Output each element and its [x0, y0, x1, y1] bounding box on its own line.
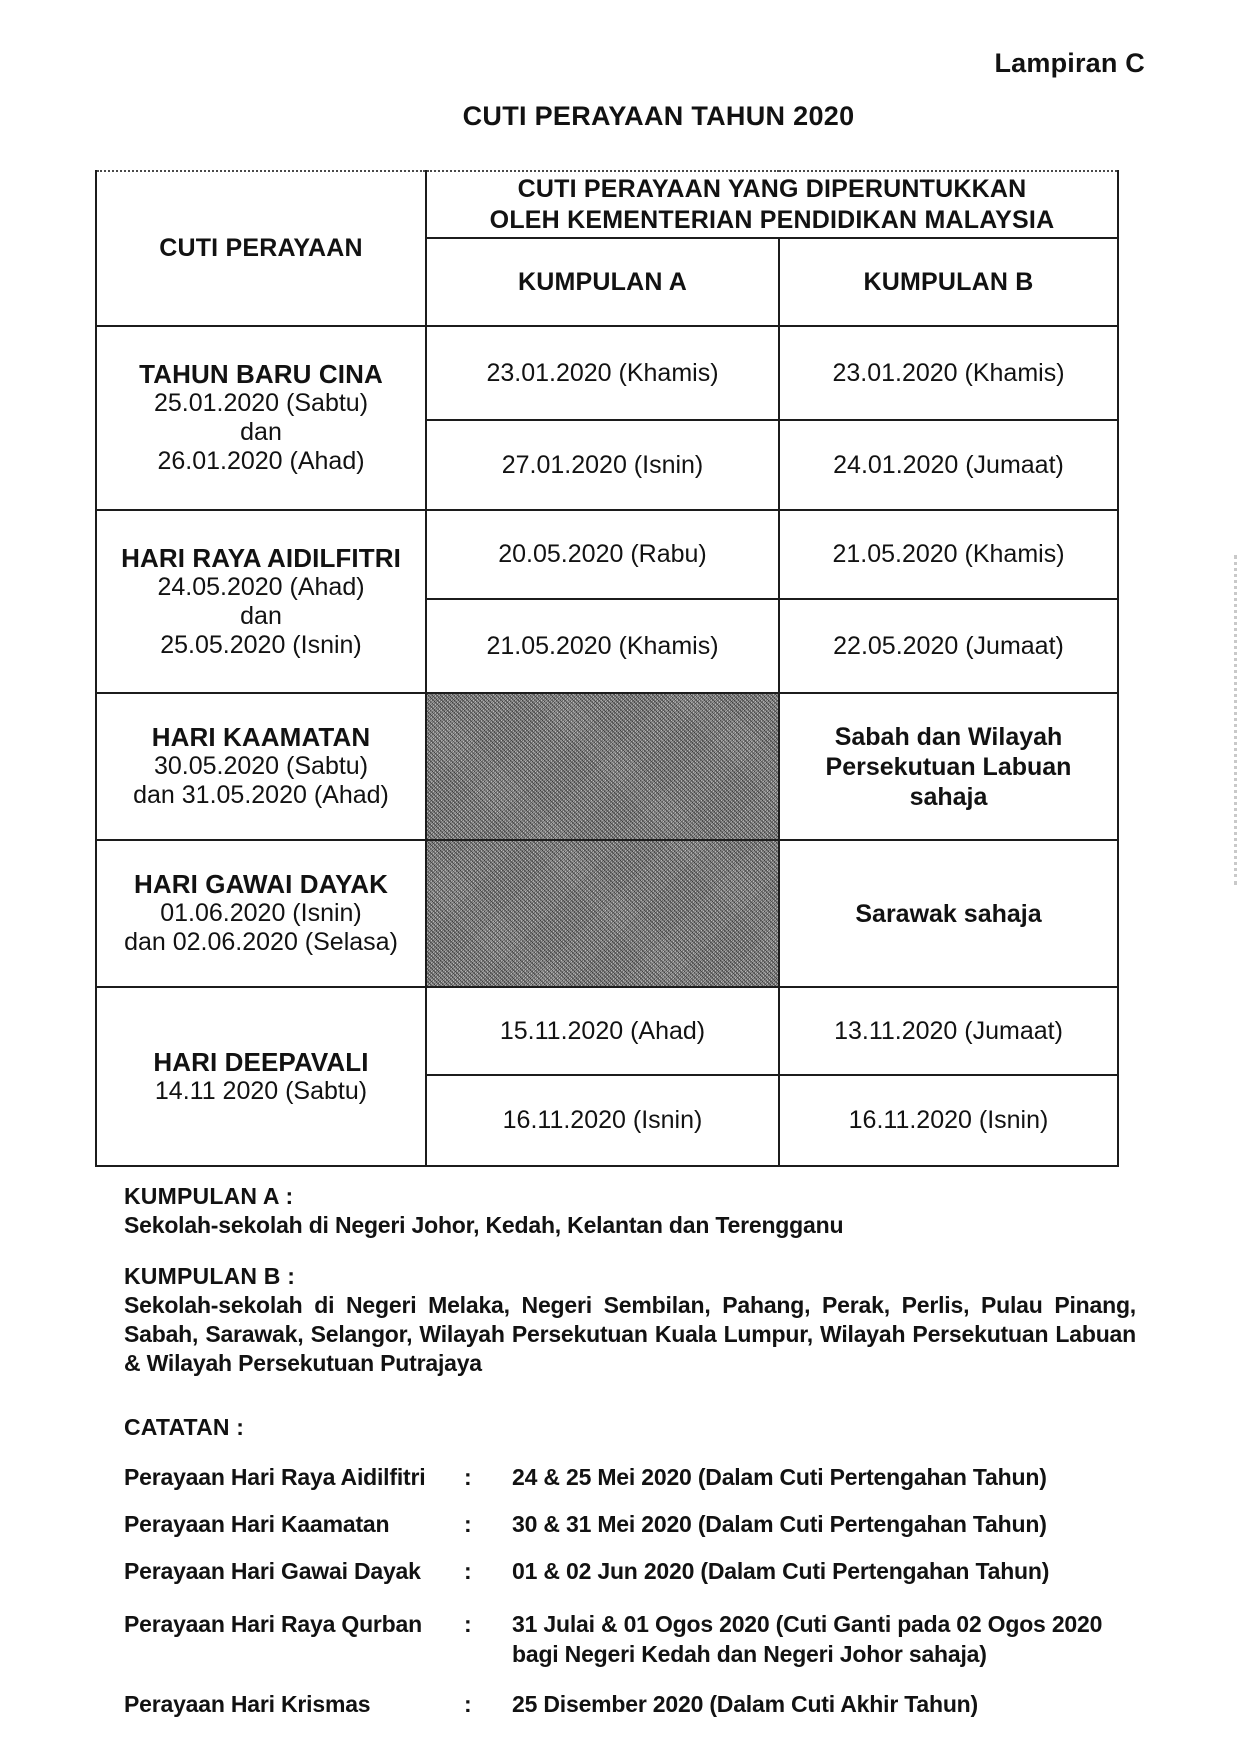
catatan-colon: :	[464, 1464, 472, 1490]
corner-label: Lampiran C	[994, 48, 1145, 78]
cell-deepavali-a1: 15.11.2020 (Ahad)	[426, 987, 779, 1075]
shaded-cell-gawai	[426, 840, 779, 987]
kumpulan-b-heading: KUMPULAN B :	[124, 1263, 296, 1289]
holiday-date: 01.06.2020 (Isnin)	[160, 899, 362, 927]
region-note-line: Sabah dan Wilayah	[834, 722, 1063, 751]
cell-tbc-a2: 27.01.2020 (Isnin)	[426, 420, 779, 510]
cell-deepavali-a2: 16.11.2020 (Isnin)	[426, 1075, 779, 1166]
shaded-cell-kaamatan	[426, 693, 779, 840]
holiday-name: HARI KAAMATAN	[151, 722, 371, 752]
kumpulan-a-heading: KUMPULAN A :	[124, 1183, 294, 1209]
catatan-item	[124, 1609, 1136, 1669]
catatan-label: Perayaan Hari Raya Aidilfitri	[124, 1464, 426, 1490]
catatan-colon: :	[464, 1558, 472, 1584]
catatan-label: Perayaan Hari Gawai Dayak	[124, 1558, 421, 1584]
header-provision	[426, 171, 1118, 238]
cell-gawai-b: Sarawak sahaja	[779, 840, 1118, 987]
holiday-date: 25.01.2020 (Sabtu)	[153, 389, 369, 417]
table-header-row-1	[96, 171, 1118, 238]
cell-hra-a1: 20.05.2020 (Rabu)	[426, 510, 779, 599]
catatan-colon: :	[464, 1611, 472, 1637]
cell-tbc-b1: 23.01.2020 (Khamis)	[779, 326, 1118, 420]
catatan-item	[124, 1556, 1136, 1586]
kumpulan-b-section	[124, 1261, 1136, 1378]
catatan-value: 31 Julai & 01 Ogos 2020 (Cuti Ganti pada 02 Ogos 2020 bagi Negeri Kedah dan Negeri Johor sahaja)	[512, 1611, 1103, 1667]
cell-deepavali-b1: 13.11.2020 (Jumaat)	[779, 987, 1118, 1075]
catatan-list	[124, 1462, 1136, 1719]
catatan-label: Perayaan Hari Krismas	[124, 1691, 371, 1717]
holiday-hari-raya-aidilfitri	[96, 510, 426, 693]
kumpulan-a-body: Sekolah-sekolah di Negeri Johor, Kedah, Kelantan dan Terengganu	[124, 1212, 844, 1238]
page-title: CUTI PERAYAAN TAHUN 2020	[462, 101, 855, 131]
kumpulan-a-section	[124, 1181, 1136, 1240]
holiday-date: 25.05.2020 (Isnin)	[160, 630, 362, 659]
cell-tbc-a1: 23.01.2020 (Khamis)	[426, 326, 779, 420]
catatan-value: 30 & 31 Mei 2020 (Dalam Cuti Pertengahan Tahun)	[512, 1511, 1047, 1537]
cell-hra-a2: 21.05.2020 (Khamis)	[426, 599, 779, 693]
holiday-name: HARI GAWAI DAYAK	[134, 869, 388, 899]
holiday-tahun-baru-cina	[96, 326, 426, 510]
cell-hra-b1: 21.05.2020 (Khamis)	[779, 510, 1118, 599]
header-kumpulan-a: KUMPULAN A	[426, 238, 779, 326]
holiday-date: 30.05.2020 (Sabtu)	[153, 752, 369, 780]
holiday-date: dan 02.06.2020 (Selasa)	[124, 928, 398, 956]
holiday-hari-kaamatan	[96, 693, 426, 840]
cell-tbc-b2: 24.01.2020 (Jumaat)	[779, 420, 1118, 510]
cell-deepavali-b2: 16.11.2020 (Isnin)	[779, 1075, 1118, 1166]
holiday-hari-gawai-dayak	[96, 840, 426, 987]
scan-artifact-line	[1234, 555, 1237, 885]
holiday-date: 26.01.2020 (Ahad)	[157, 447, 365, 475]
catatan-item	[124, 1689, 1136, 1719]
region-note-line: sahaja	[909, 782, 988, 811]
header-provision-line2: OLEH KEMENTERIAN PENDIDIKAN MALAYSIA	[489, 205, 1055, 234]
cell-kaamatan-b	[779, 693, 1118, 840]
catatan-item	[124, 1509, 1136, 1539]
holiday-conjunction: dan	[240, 601, 282, 630]
kumpulan-b-body: Sekolah-sekolah di Negeri Melaka, Negeri Sembilan, Pahang, Perak, Perlis, Pulau Pinang, Sabah, Sarawak, Selangor, Wilayah Persekutuan Kuala Lumpur, Wilayah Persekutuan Labuan & Wilayah Persekutuan Putrajaya	[124, 1292, 1136, 1376]
catatan-value: 25 Disember 2020 (Dalam Cuti Akhir Tahun)	[512, 1691, 978, 1717]
catatan-item	[124, 1462, 1136, 1492]
holiday-hari-deepavali	[96, 987, 426, 1166]
holiday-conjunction: dan	[240, 418, 282, 446]
holiday-date: dan 31.05.2020 (Ahad)	[133, 781, 389, 809]
cell-hra-b2: 22.05.2020 (Jumaat)	[779, 599, 1118, 693]
table-row	[96, 987, 1118, 1075]
catatan-colon: :	[464, 1511, 472, 1537]
catatan-value: 01 & 02 Jun 2020 (Dalam Cuti Pertengahan Tahun)	[512, 1558, 1050, 1584]
table-row	[96, 510, 1118, 599]
holiday-name: HARI RAYA AIDILFITRI	[121, 542, 401, 573]
header-provision-line1: CUTI PERAYAAN YANG DIPERUNTUKKAN	[517, 174, 1027, 203]
holiday-date: 14.11 2020 (Sabtu)	[154, 1076, 368, 1105]
holiday-name: HARI DEEPAVALI	[153, 1046, 369, 1077]
catatan-label: Perayaan Hari Raya Qurban	[124, 1611, 422, 1637]
holiday-table	[95, 170, 1119, 1167]
holiday-date: 24.05.2020 (Ahad)	[157, 572, 365, 601]
table-row	[96, 840, 1118, 987]
catatan-label: Perayaan Hari Kaamatan	[124, 1511, 390, 1537]
table-row	[96, 693, 1118, 840]
catatan-heading: CATATAN :	[124, 1414, 245, 1440]
catatan-value: 24 & 25 Mei 2020 (Dalam Cuti Pertengahan Tahun)	[512, 1464, 1047, 1490]
header-kumpulan-b: KUMPULAN B	[779, 238, 1118, 326]
holiday-name: TAHUN BARU CINA	[139, 359, 383, 389]
region-note-line: Persekutuan Labuan	[825, 752, 1072, 781]
header-cuti-perayaan: CUTI PERAYAAN	[96, 171, 426, 326]
catatan-colon: :	[464, 1691, 472, 1717]
table-row	[96, 326, 1118, 420]
